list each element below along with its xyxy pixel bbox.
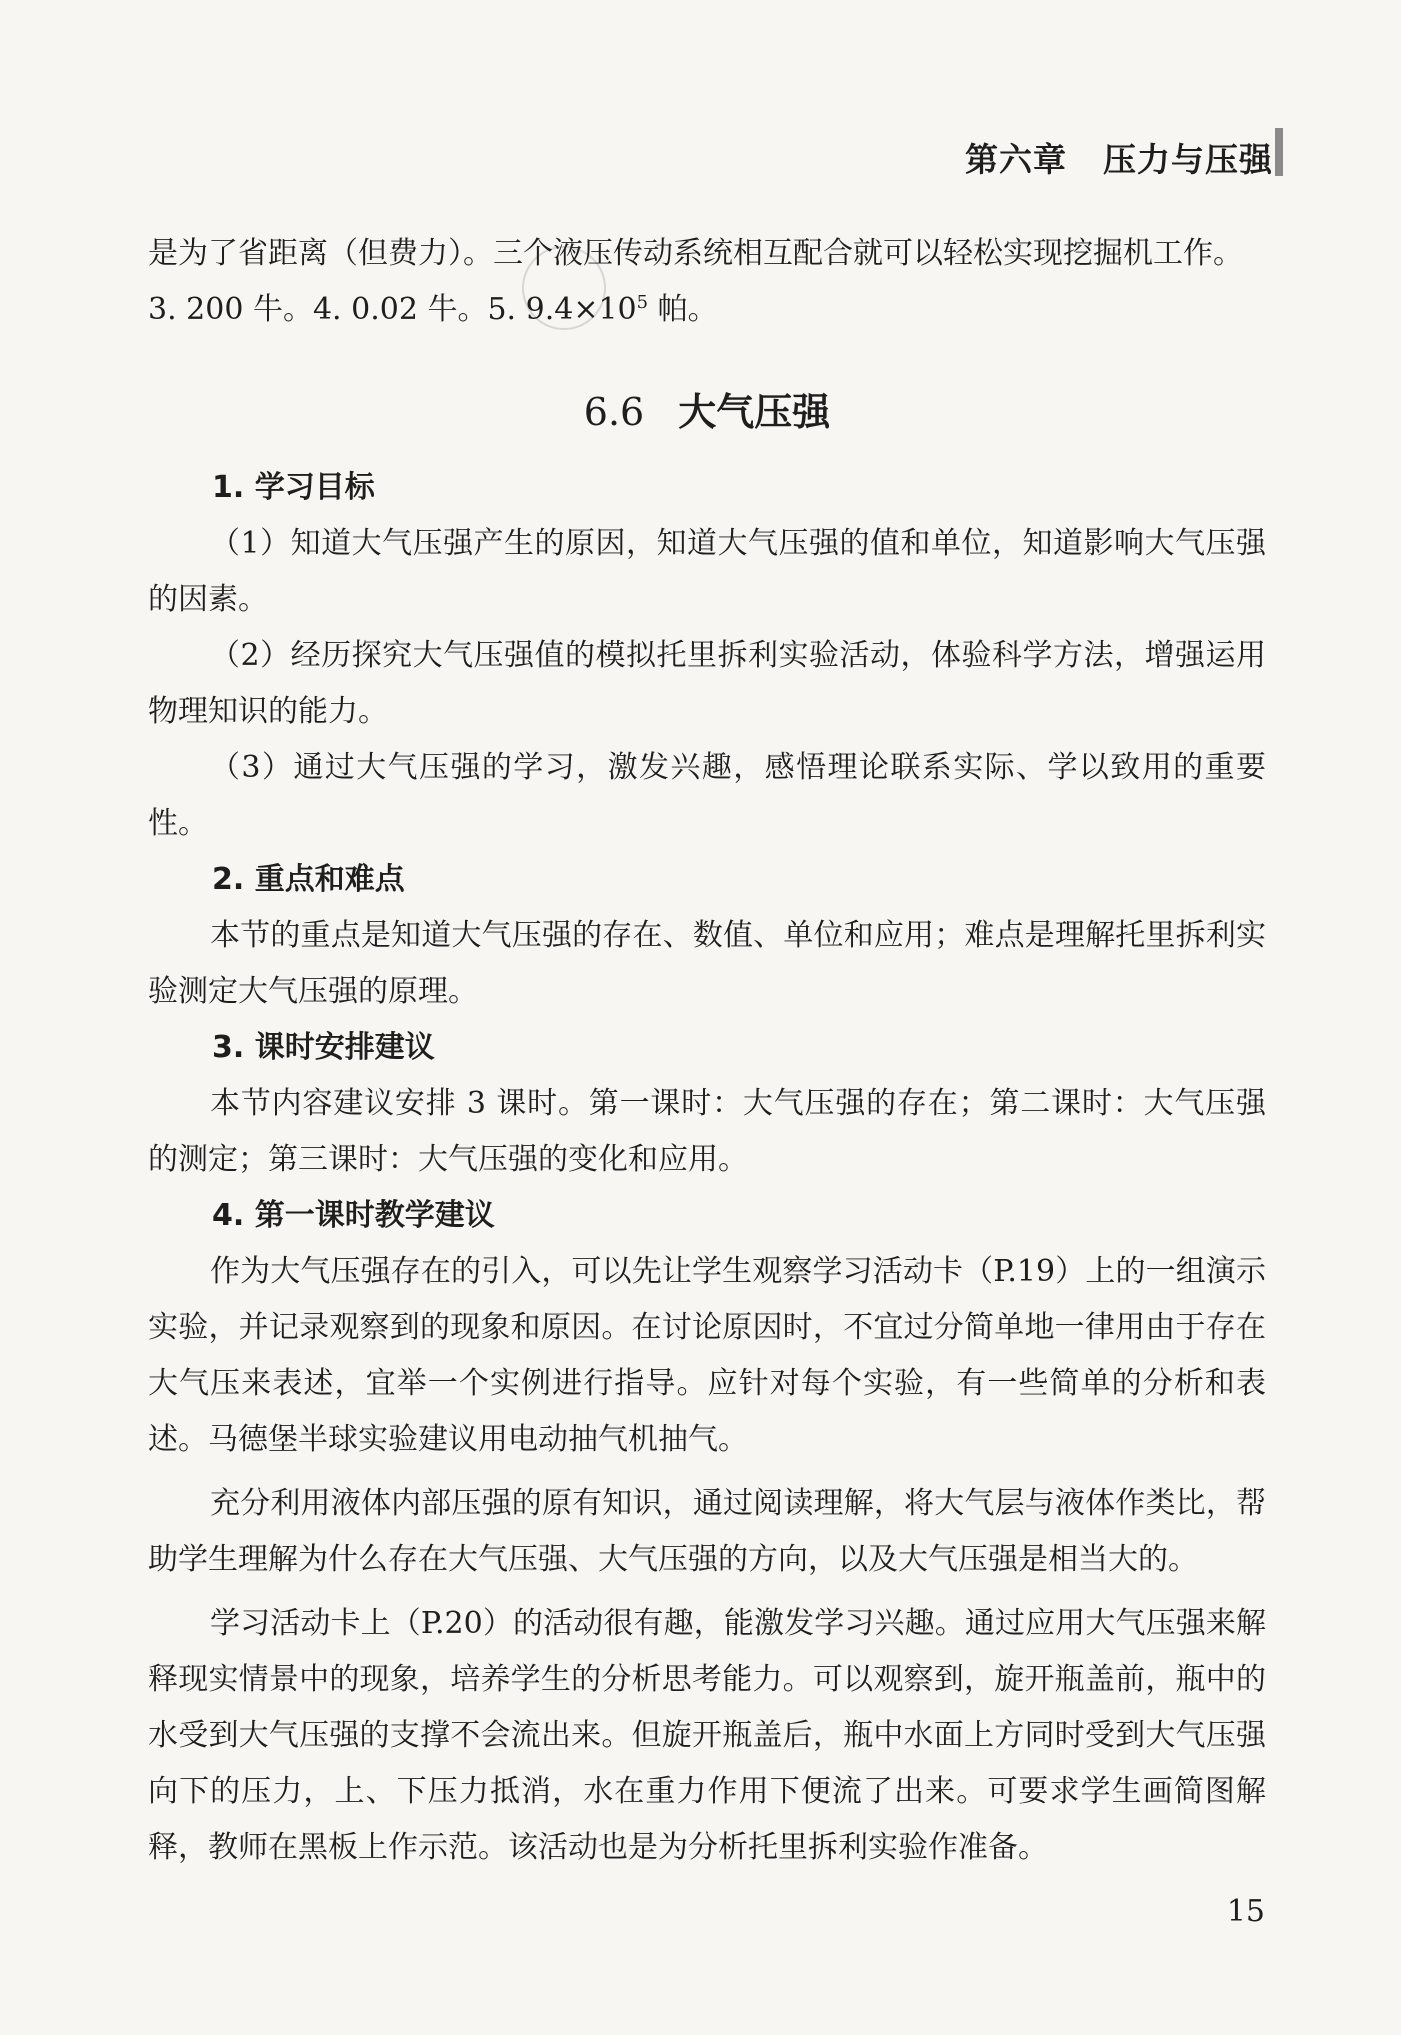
subhead-lesson1: 4. 第一课时教学建议 xyxy=(212,1198,495,1233)
lesson1-paragraph-3: 学习活动卡上（P.20）的活动很有趣，能激发学习兴趣。通过应用大气压强来解释现实情景中的现象，培养学生的分析思考能力。可以观察到，旋开瓶盖前，瓶中的水受到大气压强的支撑不会流出来。但旋开瓶盖后，瓶中水面上方同时受到大气压强向下的压力，上、下压力抵消，水在重力作用下便流了出来。可要求学生画简图解释，教师在黑板上作示范。该活动也是为分析托里拆利实验作准备。 xyxy=(148,1606,1266,1865)
answers-line: 3. 200 牛。4. 0.02 牛。5. $9.4\times 10^5$ 帕。 xyxy=(148,292,718,327)
page-number: 15 xyxy=(1226,1894,1265,1929)
objective-3: （3）通过大气压强的学习，激发兴趣，感悟理论联系实际、学以致用的重要性。 xyxy=(148,750,1266,841)
page-body xyxy=(148,226,1266,1876)
lesson1-paragraph-1: 作为大气压强存在的引入，可以先让学生观察学习活动卡（P.19）上的一组演示实验，并记录观察到的现象和原因。在讨论原因时，不宜过分简单地一律用由于存在大气压来表述，宜举一个实例进行指导。应针对每个实验，有一些简单的分析和表述。马德堡半球实验建议用电动抽气机抽气。 xyxy=(148,1254,1266,1457)
section-name: 大气压强 xyxy=(678,389,831,434)
chapter-label: 第六章 xyxy=(965,140,1067,179)
subhead-objectives: 1. 学习目标 xyxy=(212,470,375,505)
schedule-text: 本节内容建议安排 3 课时。第一课时：大气压强的存在；第二课时：大气压强的测定；第三课时：大气压强的变化和应用。 xyxy=(148,1086,1266,1177)
objective-2: （2）经历探究大气压强值的模拟托里拆利实验活动，体验科学方法，增强运用物理知识的能力。 xyxy=(148,638,1266,729)
running-head-bar xyxy=(1275,128,1283,176)
lesson1-paragraph-2: 充分利用液体内部压强的原有知识，通过阅读理解，将大气层与液体作类比，帮助学生理解为什么存在大气压强、大气压强的方向，以及大气压强是相当大的。 xyxy=(148,1486,1266,1577)
section-title xyxy=(148,384,1266,440)
chapter-title: 压力与压强 xyxy=(1103,140,1273,179)
running-head xyxy=(965,134,1273,181)
exponent: 5 xyxy=(636,292,649,313)
subhead-schedule: 3. 课时安排建议 xyxy=(212,1030,435,1065)
section-number: 6.6 xyxy=(583,390,645,434)
key-points-text: 本节的重点是知道大气压强的存在、数值、单位和应用；难点是理解托里拆利实验测定大气压强的原理。 xyxy=(148,918,1266,1009)
objective-1: （1）知道大气压强产生的原因，知道大气压强的值和单位，知道影响大气压强的因素。 xyxy=(148,526,1266,617)
subhead-key-points: 2. 重点和难点 xyxy=(212,862,405,897)
intro-line: 是为了省距离（但费力）。三个液压传动系统相互配合就可以轻松实现挖掘机工作。 xyxy=(148,236,1243,271)
